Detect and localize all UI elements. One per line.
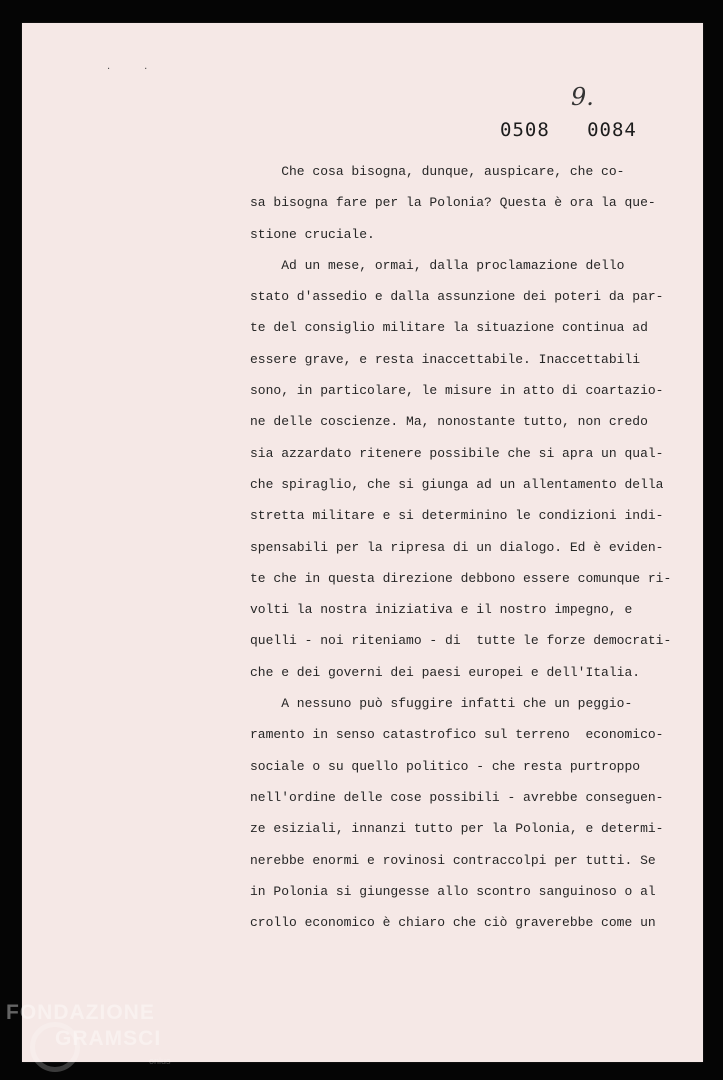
text-line: in Polonia si giungesse allo scontro sanguinoso o al — [250, 883, 656, 899]
archive-number: 0508 0084 — [500, 119, 637, 141]
text-line: te del consiglio militare la situazione continua ad — [250, 320, 648, 336]
watermark-line-2: GRAMSCI — [55, 1027, 162, 1050]
text-line: Che cosa bisogna, dunque, auspicare, che co- — [250, 164, 625, 179]
text-line: sa bisogna fare per la Polonia? Questa è ora la que- — [250, 195, 656, 211]
text-line: stione cruciale. — [250, 226, 375, 242]
text-line: che spiraglio, che si giunga ad un allentamento della — [250, 476, 664, 492]
text-line: volti la nostra iniziativa e il nostro impegno, e — [250, 602, 633, 618]
typed-body-text — [250, 156, 672, 938]
text-line: stato d'assedio e dalla assunzione dei poteri da par- — [250, 289, 664, 305]
text-line: sociale o su quello politico - che resta purtroppo — [250, 758, 641, 774]
text-line: te che in questa direzione debbono essere comunque ri- — [250, 570, 672, 586]
text-line: essere grave, e resta inaccettabile. Inaccettabili — [250, 351, 641, 367]
watermark-line-1: FONDAZIONE — [6, 1001, 155, 1024]
text-line: ze esiziali, innanzi tutto per la Polonia, e determi- — [250, 821, 664, 837]
text-line: crollo economico è chiaro che ciò graverebbe come un — [250, 915, 656, 931]
text-line: ramento in senso catastrofico sul terreno economico- — [250, 727, 664, 743]
text-line: sono, in particolare, le misure in atto di coartazio- — [250, 383, 664, 399]
watermark-small-text: onlus — [149, 1056, 171, 1066]
handwritten-page-number: 9. — [571, 83, 594, 111]
text-line: sia azzardato ritenere possibile che si apra un qual- — [250, 445, 664, 461]
text-line: nell'ordine delle cose possibili - avrebbe conseguen- — [250, 789, 664, 805]
text-line: quelli - noi riteniamo - di tutte le forze democrati- — [250, 633, 672, 649]
text-line: spensabili per la ripresa di un dialogo. Ed è eviden- — [250, 539, 664, 555]
text-line: che e dei governi dei paesi europei e dell'Italia. — [250, 664, 641, 680]
text-line: nerebbe enormi e rovinosi contraccolpi per tutti. Se — [250, 852, 656, 868]
text-line: ne delle coscienze. Ma, nonostante tutto, non credo — [250, 414, 648, 430]
paper-specks: ·· — [107, 64, 182, 75]
document-page — [22, 23, 703, 1062]
text-line: A nessuno può sfuggire infatti che un peggio- — [250, 696, 633, 712]
text-line: stretta militare e si determinino le condizioni indi- — [250, 508, 664, 524]
watermark — [6, 1000, 161, 1052]
text-line: Ad un mese, ormai, dalla proclamazione dello — [250, 257, 625, 273]
